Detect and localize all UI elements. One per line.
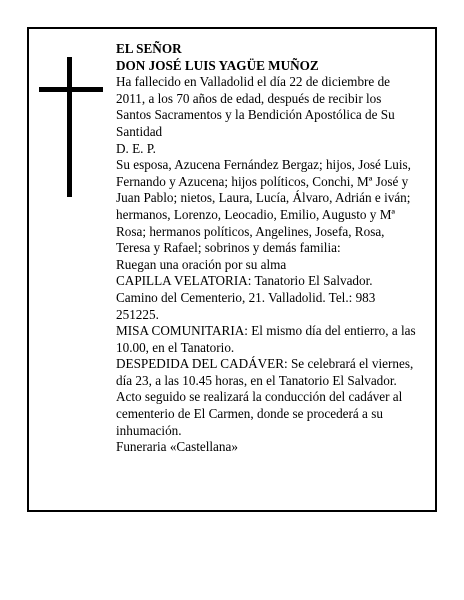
- chapel-info: CAPILLA VELATORIA: Tanatorio El Salvador. Camino del Cementerio, 21. Valladolid. Tel.: 983 251225.: [116, 273, 376, 322]
- death-announcement: Ha fallecido en Valladolid el día 22 de diciembre de 2011, a los 70 años de edad, después de recibir los Santos Sacramentos y la Bendición Apostólica de Su Santidad: [116, 74, 395, 139]
- funeral-home: Funeraria «Castellana»: [116, 439, 238, 455]
- deceased-name: DON JOSÉ LUIS YAGÜE MUÑOZ: [116, 57, 319, 73]
- mass-info: MISA COMUNITARIA: El mismo día del entierro, a las 10.00, en el Tanatorio.: [116, 323, 416, 355]
- cross-vertical-bar: [67, 57, 72, 197]
- notice-heading: EL SEÑOR: [116, 41, 182, 56]
- cross-horizontal-bar: [39, 87, 103, 92]
- prayer-request: Ruegan una oración por su alma: [116, 256, 287, 272]
- family-list: Su esposa, Azucena Fernández Bergaz; hijos, José Luis, Fernando y Azucena; hijos políticos, Conchi, Mª José y Juan Pablo; nietos, Laura, Lucía, Álvaro, Adrián e iván; hermanos, Lorenzo, Leocadio, Emilio, Augusto y Mª Rosa; hermanos políticos, Angelines, Josefa, Rosa, Teresa y Rafael; sobrinos y demás familia:: [116, 157, 411, 256]
- notice-text: [116, 41, 416, 456]
- farewell-info: DESPEDIDA DEL CADÁVER: Se celebrará el viernes, día 23, a las 10.45 horas, en el Tanatorio El Salvador. Acto seguido se realizará la conducción del cadáver al cementerio de El Carmen, donde se procederá a su inhumación.: [116, 356, 414, 438]
- obituary-notice: [27, 27, 437, 512]
- cross-icon: [39, 57, 103, 197]
- rip-line: D. E. P.: [116, 140, 156, 156]
